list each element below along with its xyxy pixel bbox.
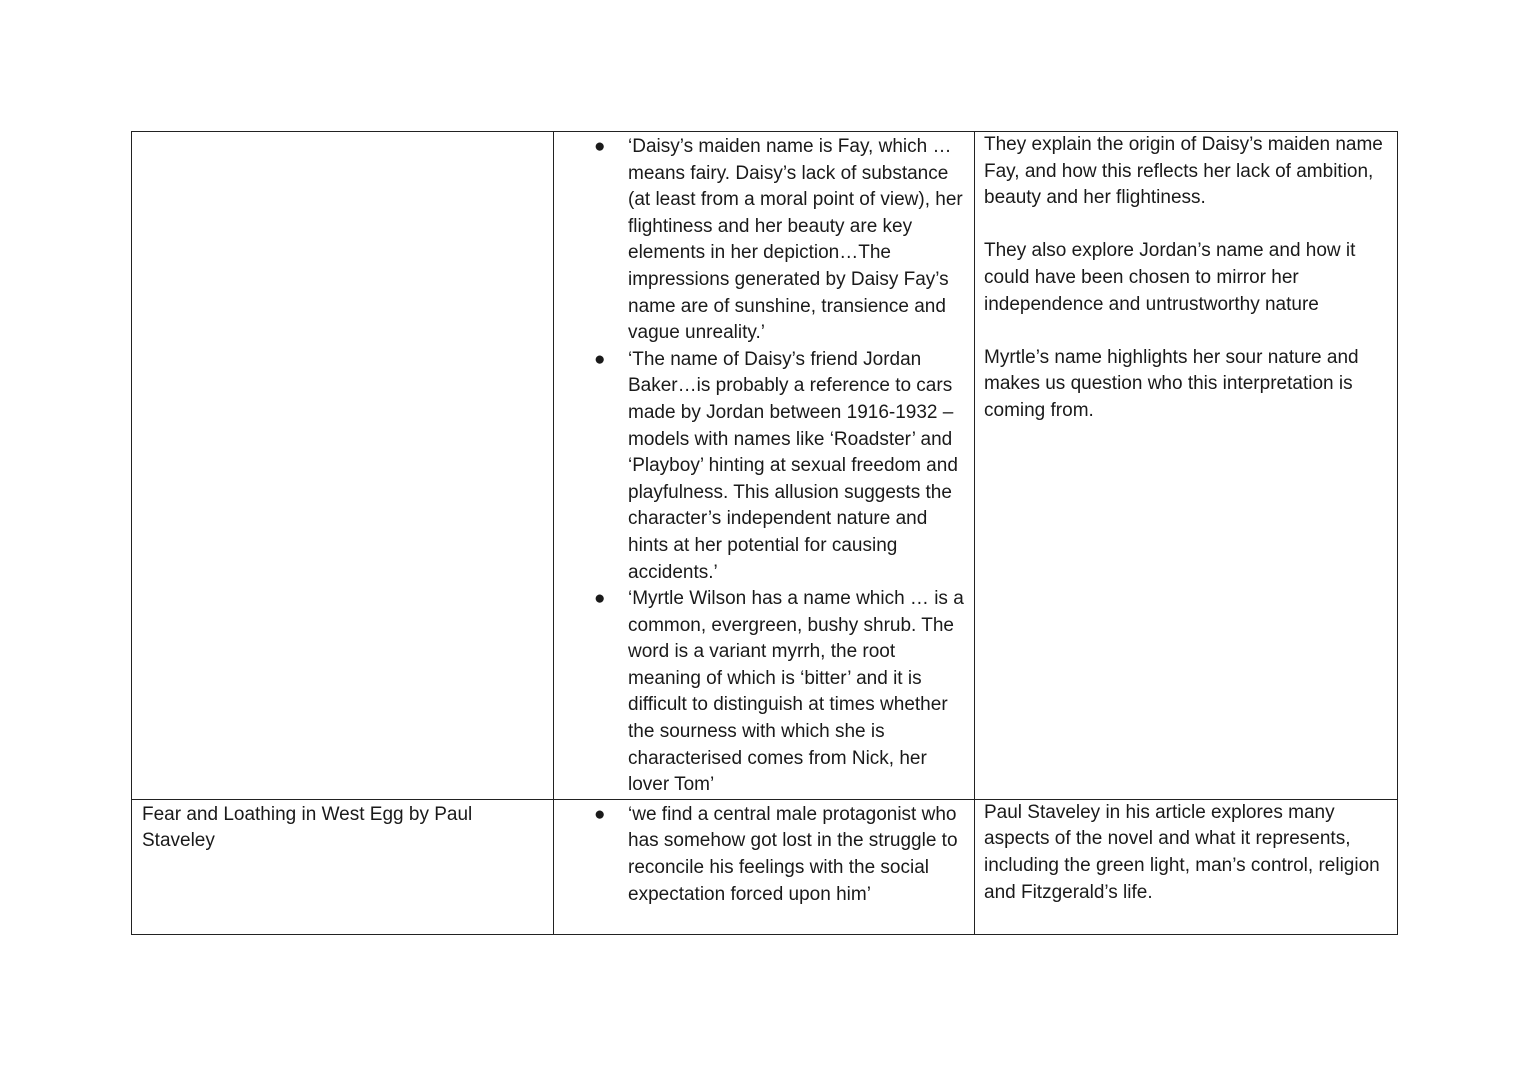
source-cell xyxy=(132,132,554,800)
quotes-cell xyxy=(554,132,975,800)
notes-cell xyxy=(975,799,1398,934)
quote-text: ‘Daisy’s maiden name is Fay, which … means fairy. Daisy’s lack of substance (at least from a moral point of view), her flightiness and her beauty are key elements in her depiction…The impressions generated by Daisy Fay’s name are of sunshine, transience and vague unreality.’ xyxy=(628,136,963,344)
quotes-cell xyxy=(554,799,975,934)
note-paragraph: Paul Staveley in his article explores many aspects of the novel and what it represents, including the green light, man’s control, religion and Fitzgerald’s life. xyxy=(984,801,1380,903)
quote-list xyxy=(554,802,974,908)
quote-item xyxy=(554,586,974,799)
quote-text: ‘The name of Daisy’s friend Jordan Baker…is probably a reference to cars made by Jordan between 1916-1932 – models with names like ‘Roadster’ and ‘Playboy’ hinting at sexual freedom and playfulness. This allusion suggests the character’s independent nature and hints at her potential for causing accidents.’ xyxy=(628,348,958,583)
quote-item xyxy=(554,347,974,586)
source-title xyxy=(132,132,553,134)
note-paragraph: They explain the origin of Daisy’s maiden name Fay, and how this reflects her lack of ambition, beauty and her flightiness. xyxy=(984,134,1383,209)
table-row xyxy=(132,799,1398,934)
bullet-icon: ● xyxy=(594,803,606,825)
bullet-icon: ● xyxy=(594,136,606,157)
note-paragraph: Myrtle’s name highlights her sour nature and makes us question who this interpretation is coming from. xyxy=(984,346,1359,421)
quote-text: ‘we find a central male protagonist who has somehow got lost in the struggle to reconcile his feelings with the social expectation forced upon him’ xyxy=(628,803,958,905)
note-paragraph: They also explore Jordan’s name and how it could have been chosen to mirror her independence and untrustworthy nature xyxy=(984,240,1356,315)
quote-text: ‘Myrtle Wilson has a name which … is a common, evergreen, bushy shrub. The word is a variant myrrh, the root meaning of which is ‘bitter’ and it is difficult to distinguish at times whether the sourness with which she is characterised comes from Nick, her lover Tom’ xyxy=(628,588,964,796)
bullet-icon: ● xyxy=(594,348,606,370)
source-cell xyxy=(132,799,554,934)
table-row xyxy=(132,132,1398,800)
notes-cell xyxy=(975,132,1398,800)
notes-table xyxy=(131,131,1398,935)
quote-list xyxy=(554,134,974,799)
quote-item xyxy=(554,802,974,908)
bullet-icon: ● xyxy=(594,588,606,610)
source-title: Fear and Loathing in West Egg by Paul Staveley xyxy=(142,803,473,852)
quote-item xyxy=(554,134,974,347)
